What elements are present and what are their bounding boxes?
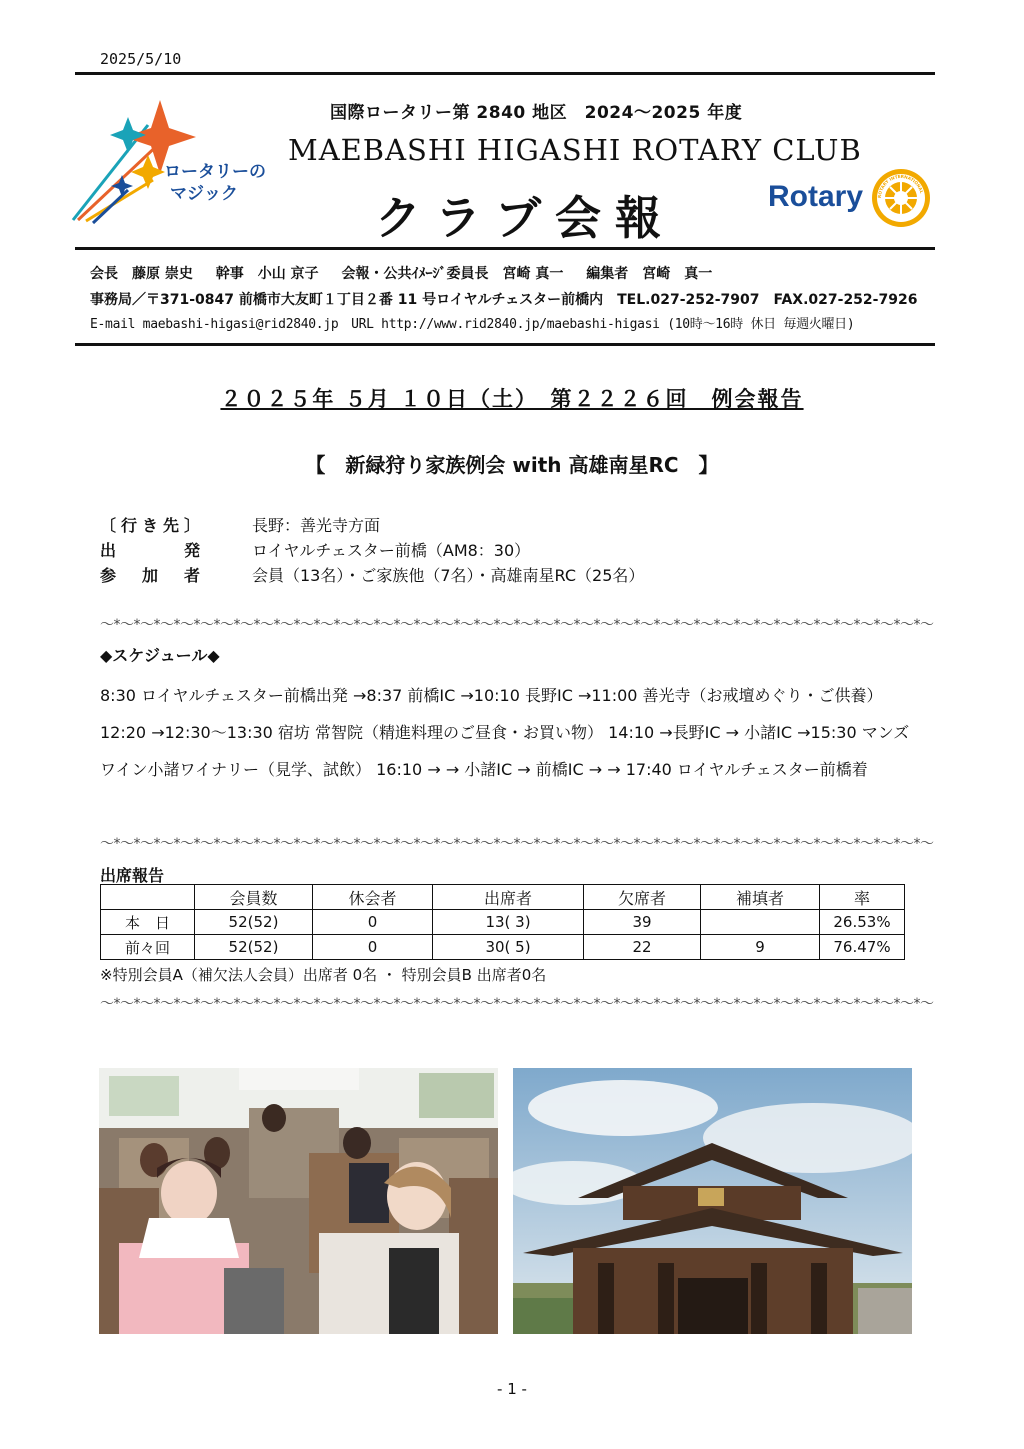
president: 会長 藤原 崇史: [90, 266, 193, 282]
table-row: 前々回 52(52) 0 30( 5) 22 9 76.47%: [101, 935, 905, 960]
schedule-text: 8:30 ロイヤルチェスター前橋出発 →8:37 前橋IC →10:10 長野IC →11:00 善光寺（お戒壇めぐり・ご供養）12:20 →12:30～13:30 宿坊 常智院（精進料理のご昼食・お買い物） 14:10 →長野IC → 小諸IC →15:30 マンズワイン小諸ワイナリー（見学、試飲） 16:10 → → 小諸IC → 前橋IC → → 17:40 ロイヤルチェスター前橋着: [100, 686, 910, 779]
top-rule: [75, 72, 935, 75]
secretary: 幹事 小山 京子: [215, 266, 319, 282]
rotary-wheel-icon: [870, 167, 932, 229]
attendance-heading: 出席報告: [100, 866, 165, 885]
report-date: 2025/5/10: [100, 50, 182, 68]
schedule-heading: ◆スケジュール◆: [100, 646, 220, 665]
info-participants: 参 加 者 会員（13名）・ご家族他（7名）・高雄南星RC（25名）: [100, 566, 645, 585]
contact-rule: [75, 343, 935, 346]
logo-text-line1: ロータリーの: [164, 162, 266, 182]
separator: ～*～*～*～*～*～*～*～*～*～*～*～*～*～*～*～*～*～*～*～*～*～*～*～*～*～*～*～*～*～*～*～*～*～*～*～*～*～*～*～*～*～: [100, 996, 934, 1012]
officers-line: [90, 263, 930, 283]
attendance-table: [100, 884, 905, 960]
header-rule: [75, 247, 935, 250]
rotary-wordmark: Rotary: [768, 180, 864, 213]
editor: 編集者 宮崎 真一: [586, 266, 713, 282]
bulletin-title: クラブ会報: [375, 191, 675, 245]
page-number: - 1 -: [497, 1380, 527, 1398]
meeting-theme: 【 新緑狩り家族例会 with 高雄南星RC 】: [305, 453, 719, 477]
separator: ～*～*～*～*～*～*～*～*～*～*～*～*～*～*～*～*～*～*～*～*～*～*～*～*～*～*～*～*～*～*～*～*～*～*～*～*～*～*～*～*～*～: [100, 617, 934, 633]
info-destination: 〔行き先〕 長野：善光寺方面: [100, 516, 381, 535]
table-row: 本 日 52(52) 0 13( 3) 39 26.53%: [101, 910, 905, 935]
table-header-row: 会員数 休会者 出席者 欠席者 補填者 率: [101, 885, 905, 910]
logo-text-line2: マジック: [170, 184, 238, 204]
office-address: 事務局／〒371-0847 前橋市大友町１丁目２番 11 号ロイヤルチェスター前橋内 TEL.027-252-7907 FAX.027-252-7926: [90, 292, 918, 308]
zenkoji-temple-gate-photo: [513, 1068, 912, 1334]
star-burst-icon: [68, 95, 283, 225]
club-name: MAEBASHI HIGASHI ROTARY CLUB: [288, 133, 862, 167]
district-label: 国際ロータリー第 2840 地区 2024～2025 年度: [330, 103, 743, 123]
pr-chair: 会報・公共ｲﾒｰｼﾞ委員長 宮崎 真一: [341, 266, 564, 282]
separator: ～*～*～*～*～*～*～*～*～*～*～*～*～*～*～*～*～*～*～*～*～*～*～*～*～*～*～*～*～*～*～*～*～*～*～*～*～*～*～*～*～*～: [100, 836, 934, 852]
meeting-title: ２０２５年 ５月 １０日（土） 第２２２６回 例会報告: [220, 387, 804, 411]
contact-info: E-mail maebashi-higasi@rid2840.jp URL http://www.rid2840.jp/maebashi-higasi (10時～16時 休日 毎週火曜日): [90, 317, 855, 332]
wheel-text: ROTARY INTERNATIONAL: [876, 173, 925, 199]
attendance-note: ※特別会員A（補欠法人会員）出席者 0名 ・ 特別会員B 出席者0名: [100, 966, 547, 984]
bus-group-photo: [99, 1068, 498, 1334]
info-departure: 出 発 ロイヤルチェスター前橋（AM8：30）: [100, 541, 531, 560]
rotary-magic-logo: [68, 95, 283, 225]
